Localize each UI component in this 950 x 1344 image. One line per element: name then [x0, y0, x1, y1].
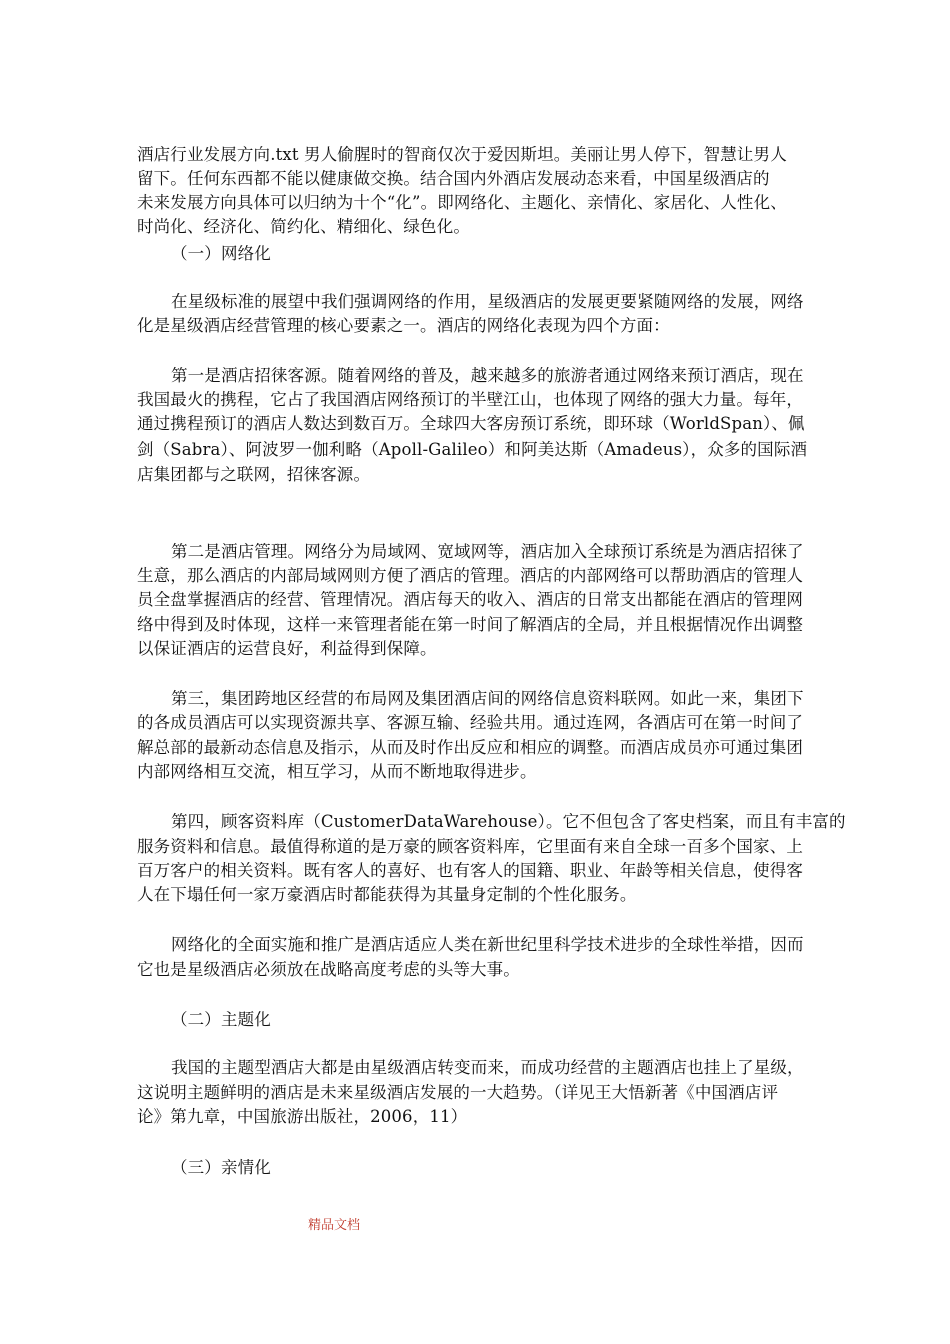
text-line: 在星级标准的展望中我们强调网络的作用，星级酒店的发展更要紧随网络的发展，网络: [171, 292, 804, 311]
text-line: 解总部的最新动态信息及指示，从而及时作出反应和相应的调整。而酒店成员亦可通过集团: [137, 738, 803, 757]
text-line: 我国的主题型酒店大都是由星级酒店转变而来，而成功经营的主题酒店也挂上了星级，: [171, 1058, 804, 1077]
text-line: 内部网络相互交流，相互学习，从而不断地取得进步。: [137, 762, 537, 781]
text-line: 这说明主题鲜明的酒店是未来星级酒店发展的一大趋势。（详见王大悟新著《中国酒店评: [137, 1083, 779, 1102]
text-line: 留下。任何东西都不能以健康做交换。结合国内外酒店发展动态来看，中国星级酒店的: [137, 169, 770, 188]
text-line: 通过携程预订的酒店人数达到数百万。全球四大客房预订系统，即环球（WorldSpan）、佩: [137, 414, 805, 433]
text-line: 第三，集团跨地区经营的布局网及集团酒店间的网络信息资料联网。如此一来，集团下: [171, 689, 804, 708]
text-line: 员全盘掌握酒店的经营、管理情况。酒店每天的收入、酒店的日常支出都能在酒店的管理网: [137, 590, 803, 609]
text-line: 络中得到及时体现，这样一来管理者能在第一时间了解酒店的全局，并且根据情况作出调整: [137, 615, 803, 634]
section-heading-theming: （二）主题化: [171, 1010, 271, 1029]
text-line: 化是星级酒店经营管理的核心要素之一。酒店的网络化表现为四个方面：: [137, 316, 670, 335]
text-line: 以保证酒店的运营良好，利益得到保障。: [137, 639, 437, 658]
text-line: 的各成员酒店可以实现资源共享、客源互输、经验共用。通过连网，各酒店可在第一时间了: [137, 713, 803, 732]
footer-watermark: 精品文档: [308, 1218, 361, 1233]
text-line: 网络化的全面实施和推广是酒店适应人类在新世纪里科学技术进步的全球性举措，因而: [171, 935, 804, 954]
text-line: 店集团都与之联网，招徕客源。: [137, 465, 371, 484]
text-line: 它也是星级酒店必须放在战略高度考虑的头等大事。: [137, 960, 520, 979]
text-line: 第二是酒店管理。网络分为局域网、宽域网等，酒店加入全球预订系统是为酒店招徕了: [171, 542, 804, 561]
text-line: 剑（Sabra）、阿波罗一伽利略（Apoll-Galileo）和阿美达斯（Amadeus），众多的国际酒: [137, 440, 808, 459]
section-heading-networking: （一）网络化: [171, 244, 271, 263]
text-line: 时尚化、经济化、简约化、精细化、绿色化。: [137, 217, 470, 236]
text-line: 百万客户的相关资料。既有客人的喜好、也有客人的国籍、职业、年龄等相关信息，使得客: [137, 861, 803, 880]
section-heading-affection: （三）亲情化: [171, 1158, 271, 1177]
text-line: 第四，顾客资料库（CustomerDataWarehouse）。它不但包含了客史档案，而且有丰富的: [171, 812, 846, 831]
text-line: 服务资料和信息。最值得称道的是万豪的顾客资料库，它里面有来自全球一百多个国家、上: [137, 837, 803, 856]
text-line: 第一是酒店招徕客源。随着网络的普及，越来越多的旅游者通过网络来预订酒店，现在: [171, 366, 804, 385]
text-line: 人在下塌任何一家万豪酒店时都能获得为其量身定制的个性化服务。: [137, 885, 637, 904]
text-line: 酒店行业发展方向.txt 男人偷腥时的智商仅次于爱因斯坦。美丽让男人停下，智慧让男人: [137, 145, 787, 164]
text-line: 未来发展方向具体可以归纳为十个“化”。即网络化、主题化、亲情化、家居化、人性化、: [137, 193, 787, 212]
text-line: 生意，那么酒店的内部局域网则方便了酒店的管理。酒店的内部网络可以帮助酒店的管理人: [137, 566, 803, 585]
text-line: 我国最火的携程，它占了我国酒店网络预订的半壁江山，也体现了网络的强大力量。每年，: [137, 390, 803, 409]
text-line: 论》第九章，中国旅游出版社，2006，11）: [137, 1107, 468, 1126]
